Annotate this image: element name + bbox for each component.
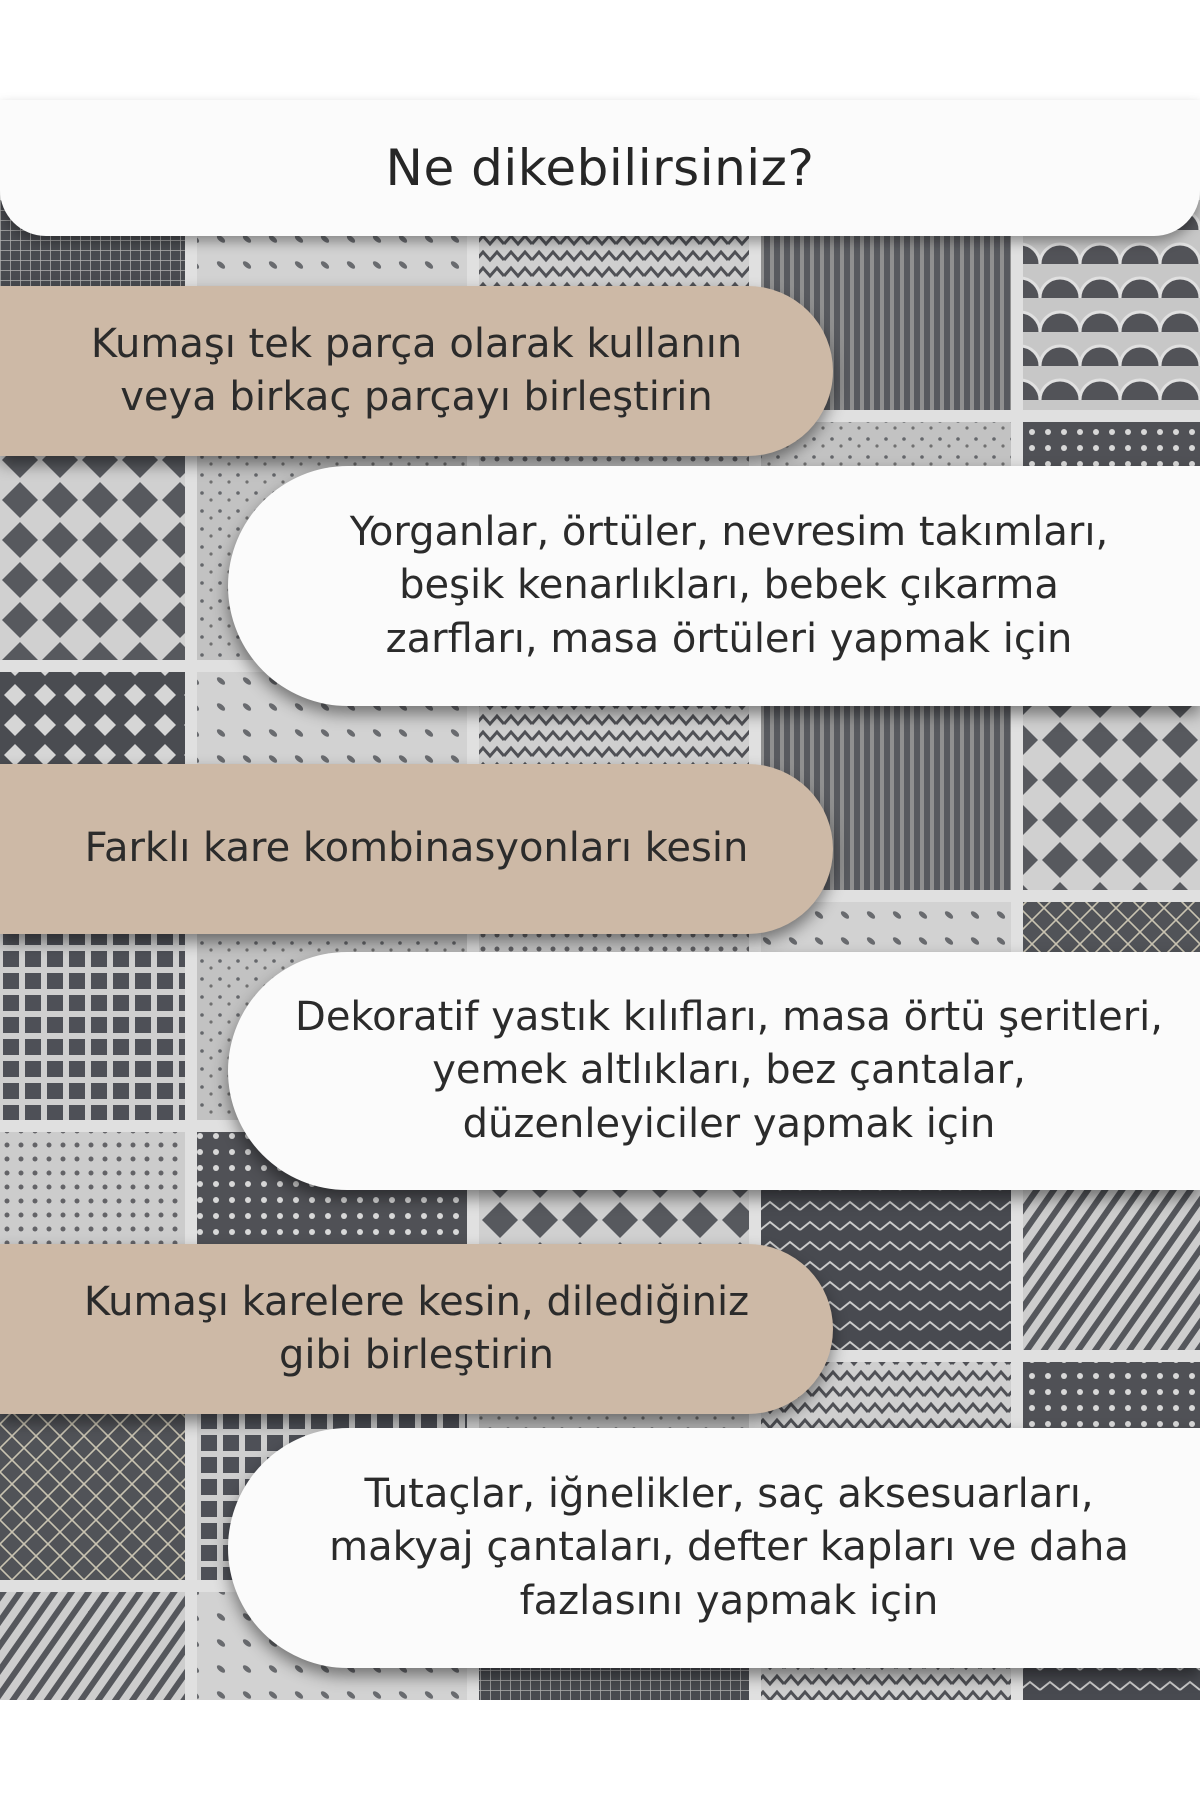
info-band-4-text: Dekoratif yastık kılıfları, masa örtü şeritleri, yemek altlıkları, bez çantalar, düzenleyiciler yapmak için: [295, 994, 1163, 1147]
info-band-4: [228, 952, 1200, 1190]
info-band-1: [0, 286, 833, 456]
info-band-5: [0, 1244, 833, 1414]
info-band-6: [228, 1428, 1200, 1668]
bottom-margin: [0, 1700, 1200, 1800]
info-band-3-text: Farklı kare kombinasyonları kesin: [84, 825, 749, 872]
title-card: [0, 100, 1200, 236]
info-band-3: [0, 764, 833, 934]
info-band-5-text: Kumaşı karelere kesin, dilediğiniz gibi birleştirin: [83, 1278, 750, 1378]
info-band-1-text: Kumaşı tek parça olarak kullanın veya birkaç parçayı birleştirin: [90, 320, 743, 420]
page-title: Ne dikebilirsiniz?: [385, 139, 815, 197]
info-band-2-text: Yorganlar, örtüler, nevresim takımları, beşik kenarlıkları, bebek çıkarma zarfları, masa örtüleri yapmak için: [349, 509, 1109, 662]
info-band-6-text: Tutaçlar, iğnelikler, saç aksesuarları, makyaj çantaları, defter kapları ve daha fazlasını yapmak için: [329, 1471, 1129, 1624]
info-band-2: [228, 466, 1200, 706]
